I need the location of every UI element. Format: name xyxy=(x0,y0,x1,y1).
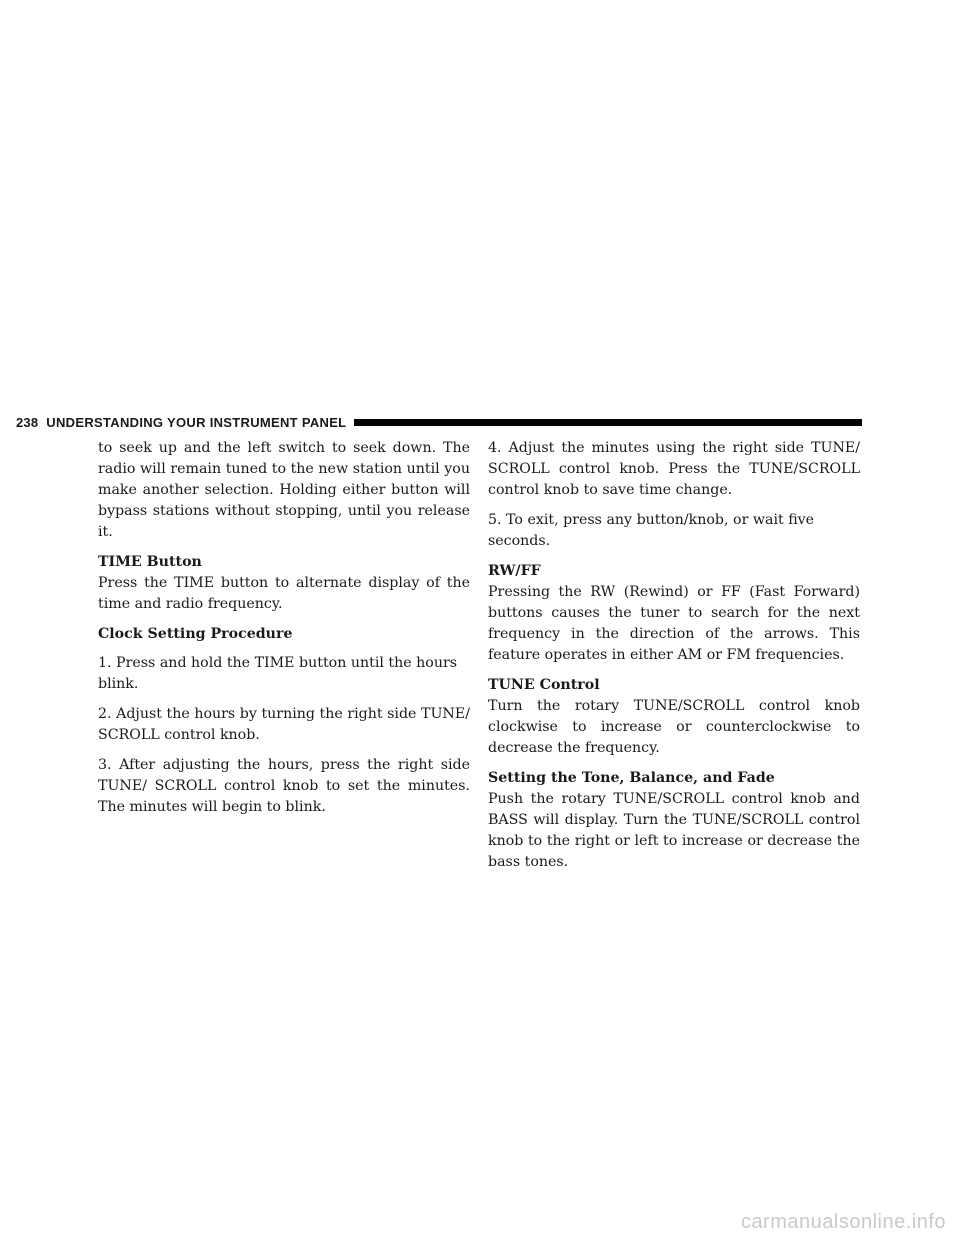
clock-step-5: 5. To exit, press any button/knob, or wait five seconds. xyxy=(488,512,815,549)
rwff-heading: RW/FF xyxy=(488,563,541,579)
right-column xyxy=(488,438,860,882)
clock-step-3: 3. After adjusting the hours, press the right side TUNE/ SCROLL control knob to set the minutes. The minutes will begin to blink. xyxy=(98,757,470,815)
tone-heading: Setting the Tone, Balance, and Fade xyxy=(488,770,775,786)
seek-paragraph: to seek up and the left switch to seek down. The radio will remain tuned to the new station until you make another selection. Holding either button will bypass stations without stopping, until you release it. xyxy=(98,440,470,540)
time-button-heading: TIME Button xyxy=(98,554,202,570)
page-number: 238 xyxy=(16,414,39,430)
tune-control-paragraph: Turn the rotary TUNE/SCROLL control knob clockwise to increase or counterclockwise to decrease the frequency. xyxy=(488,698,860,756)
rwff-paragraph: Pressing the RW (Rewind) or FF (Fast Forward) buttons causes the tuner to search for the next frequency in the direction of the arrows. This feature operates in either AM or FM frequencies. xyxy=(488,584,860,663)
watermark: carmanualsonline.info xyxy=(740,1211,946,1233)
clock-step-4: 4. Adjust the minutes using the right side TUNE/ SCROLL control knob. Press the TUNE/SCROLL control knob to save time change. xyxy=(488,440,860,498)
clock-step-2: 2. Adjust the hours by turning the right side TUNE/ SCROLL control knob. xyxy=(98,706,470,743)
header-rule xyxy=(354,419,862,426)
time-button-paragraph: Press the TIME button to alternate display of the time and radio frequency. xyxy=(98,575,470,612)
tune-control-heading: TUNE Control xyxy=(488,677,600,693)
left-column xyxy=(98,438,470,827)
tone-paragraph: Push the rotary TUNE/SCROLL control knob and BASS will display. Turn the TUNE/SCROLL control knob to the right or left to increase or decrease the bass tones. xyxy=(488,791,860,870)
clock-setting-heading: Clock Setting Procedure xyxy=(98,626,293,642)
section-title: UNDERSTANDING YOUR INSTRUMENT PANEL xyxy=(46,414,347,430)
clock-step-1: 1. Press and hold the TIME button until the hours blink. xyxy=(98,655,458,692)
page-header xyxy=(16,413,862,431)
